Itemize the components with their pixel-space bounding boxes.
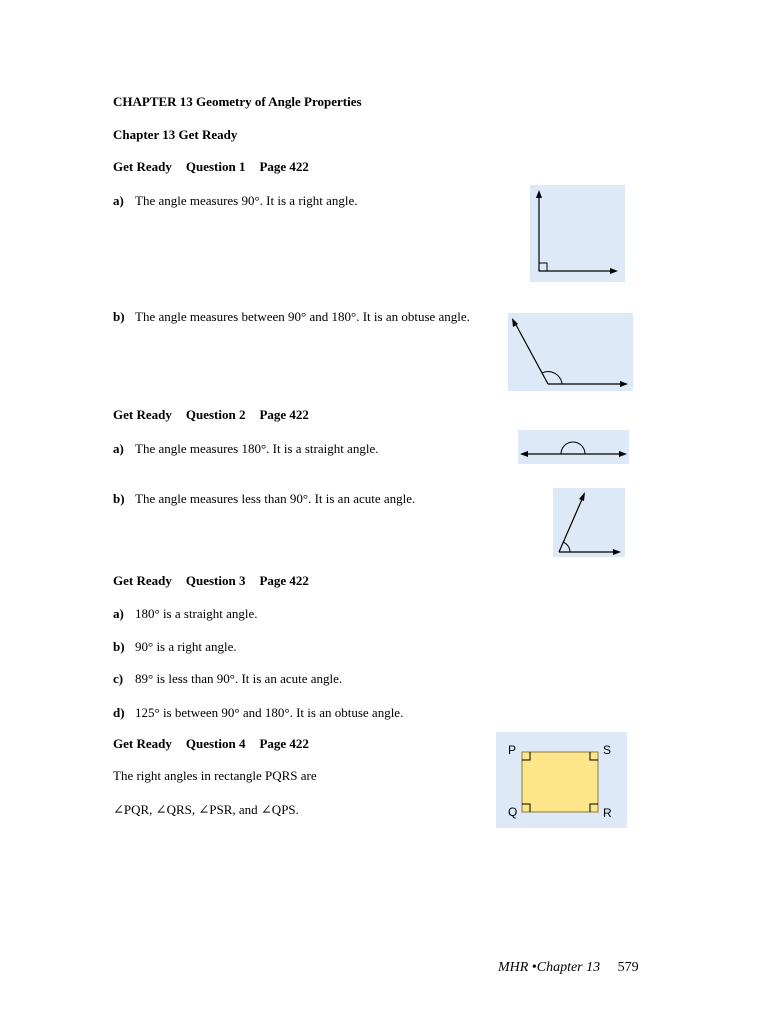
item-text: 180° is a straight angle. [135,606,258,621]
item-label: c) [113,671,124,686]
acute-angle-figure [553,488,625,557]
question-4-heading [113,736,309,752]
section-title: Chapter 13 Get Ready [113,127,238,142]
item-label: b) [113,491,125,506]
question-2-item-a [113,441,378,457]
question-1-item-a [113,193,358,209]
item-label: b) [113,639,125,654]
item-label: b) [113,309,125,324]
item-text: The angle measures less than 90°. It is an acute angle. [135,491,416,506]
question-3-item-d [113,705,403,721]
item-text: The angle measures between 90° and 180°. It is an obtuse angle. [135,309,470,324]
item-text: 90° is a right angle. [135,639,237,654]
heading-page: Page 422 [259,736,309,751]
page-footer [498,960,639,976]
item-label: a) [113,441,124,456]
question-1-heading [113,159,309,175]
heading-label: Get Ready [113,407,172,422]
footer-publisher: MHR [498,960,529,975]
vertex-label-s: S [603,743,612,757]
question-3-item-b [113,639,237,655]
footer-bullet: • [531,960,537,975]
obtuse-angle-figure [508,313,633,391]
vertex-label-r: R [603,806,612,820]
heading-page: Page 422 [259,407,309,422]
rectangle-pqrs-figure [496,732,627,828]
chapter-title: CHAPTER 13 Geometry of Angle Properties [113,94,362,109]
question-3-heading [113,573,309,589]
question-2-item-b [113,491,415,507]
vertex-label-p: P [508,743,517,757]
item-label: d) [113,705,125,720]
right-angle-figure [530,185,625,282]
heading-question: Question 3 [185,573,246,588]
straight-angle-figure [518,430,629,464]
question-3-item-a [113,606,258,622]
heading-page: Page 422 [259,573,309,588]
heading-question: Question 1 [185,159,246,174]
footer-page-number: 579 [617,960,639,975]
item-label: a) [113,193,124,208]
question-2-heading [113,407,309,423]
heading-label: Get Ready [113,736,172,751]
heading-question: Question 4 [185,736,246,751]
vertex-label-q: Q [508,805,518,819]
question-4-line-2: ∠PQR, ∠QRS, ∠PSR, and ∠QPS. [113,802,299,817]
item-text: The angle measures 90°. It is a right angle. [135,193,358,208]
heading-question: Question 2 [185,407,246,422]
item-text: 125° is between 90° and 180°. It is an obtuse angle. [135,705,404,720]
question-3-item-c [113,671,342,687]
footer-chapter: Chapter 13 [536,960,601,975]
item-text: 89° is less than 90°. It is an acute angle. [135,671,343,686]
item-text: The angle measures 180°. It is a straight angle. [135,441,379,456]
heading-page: Page 422 [259,159,309,174]
heading-label: Get Ready [113,159,172,174]
question-4-line-1: The right angles in rectangle PQRS are [113,768,317,783]
question-1-item-b [113,309,470,325]
item-label: a) [113,606,124,621]
heading-label: Get Ready [113,573,172,588]
